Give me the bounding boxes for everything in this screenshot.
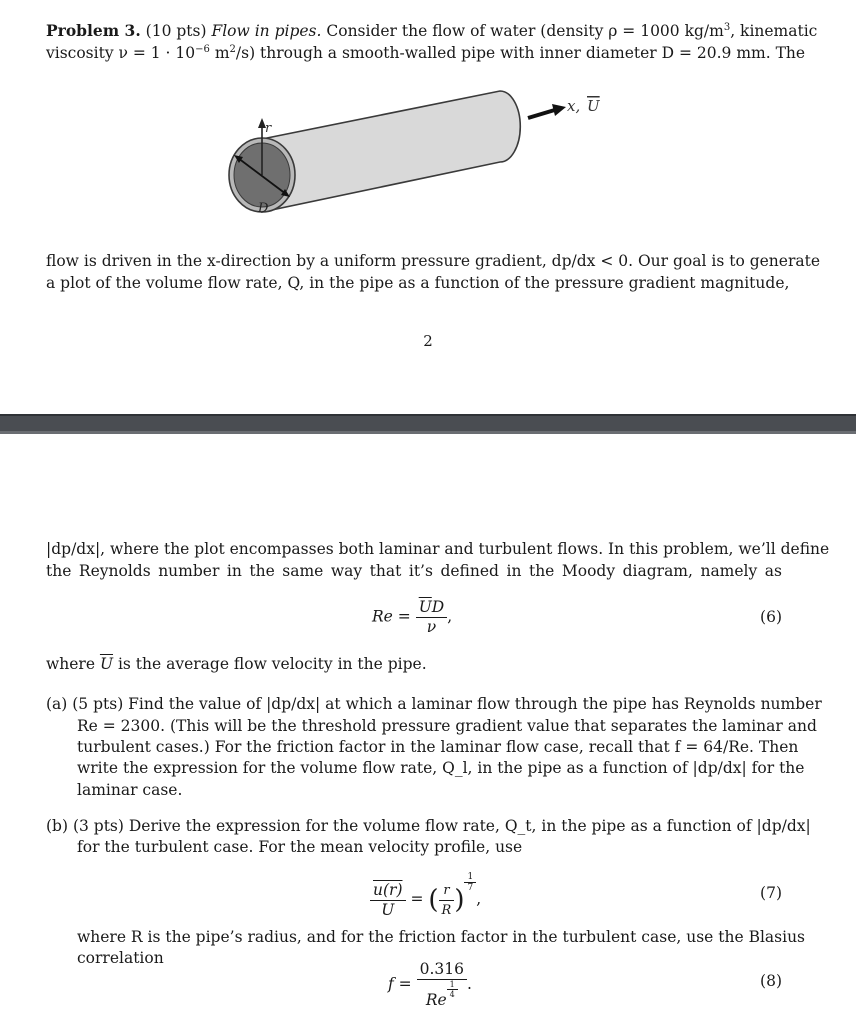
equation-7: $\frac{u(r)}{U}$ = ( $\frac{r}{R}$ ) $\frac{1}{7}$ , [370, 872, 481, 920]
equation-8: f = 0.316 Re $\frac{1}{4}$ . [388, 960, 472, 1009]
label-D: D [258, 201, 269, 216]
page-separator [0, 414, 856, 434]
label-r: r [265, 121, 272, 136]
pipe-body [262, 91, 520, 212]
part-a-line-3: turbulent cases.) For the friction factor in the laminar flow case, recall that f = 64/Re. Then [77, 738, 799, 756]
part-a-line-2: Re = 2300. (This will be the threshold pressure gradient value that separates the laminar and [77, 717, 817, 735]
label-U: U [587, 97, 600, 115]
part-a-line-4: write the expression for the volume flow rate, Q_l, in the pipe as a function of |dp/dx| for the [77, 759, 805, 777]
para-top-line-2: a plot of the volume flow rate, Q, in the pipe as a function of the pressure gradient magnitude, [46, 274, 790, 292]
equation-7-number: (7) [760, 884, 782, 902]
page-bottom [0, 434, 856, 1024]
equation-6-number: (6) [760, 608, 782, 626]
pipe-figure [210, 82, 630, 232]
problem-line-1: Problem 3. (10 pts) Flow in pipes. Consider the flow of water (density ρ = 1000 $kg/m^3$, kinematic [46, 21, 818, 40]
problem-points: (10 pts) [145, 22, 207, 40]
equation-8-number: (8) [760, 972, 782, 990]
problem-title: Flow in pipes. [211, 22, 322, 40]
page-top [0, 0, 856, 414]
label-x: x, [567, 97, 581, 115]
problem-heading: Problem 3. [46, 21, 141, 40]
part-a-line-1: (a) (5 pts) Find the value of |dp/dx| at which a laminar flow through the pipe has Reynolds number [46, 695, 822, 713]
part-a-line-5: laminar case. [77, 781, 183, 799]
flow-arrow [528, 109, 558, 118]
where-u-line: where $\overline{U}$ is the average flow velocity in the pipe. [46, 655, 427, 673]
page-number: 2 [423, 332, 433, 350]
problem-line-2: viscosity $\nu = 1 \cdot 10^{-6}$ $m^2/s$) through a smooth-walled pipe with inner diameter D = 20.9 mm. The [46, 44, 806, 62]
part-b-line-2: for the turbulent case. For the mean velocity profile, use [77, 838, 523, 856]
part-b-line-3: where R is the pipe’s radius, and for the friction factor in the turbulent case, use the Blasius [77, 928, 806, 946]
para-top-line-1: flow is driven in the x-direction by a uniform pressure gradient, dp/dx < 0. Our goal is to generate [46, 252, 821, 270]
para-bottom-line-2: the Reynolds number in the same way that it’s defined in the Moody diagram, namely as [46, 562, 782, 580]
part-b-line-1: (b) (3 pts) Derive the expression for the volume flow rate, Q_t, in the pipe as a function of |dp/dx| [46, 817, 811, 835]
para-bottom-line-1: |dp/dx|, where the plot encompasses both laminar and turbulent flows. In this problem, we’ll define [46, 540, 830, 558]
part-b-line-4: correlation [77, 949, 164, 967]
equation-6: Re = $\frac{\overline{U}D}{\nu}$ , [372, 598, 453, 636]
